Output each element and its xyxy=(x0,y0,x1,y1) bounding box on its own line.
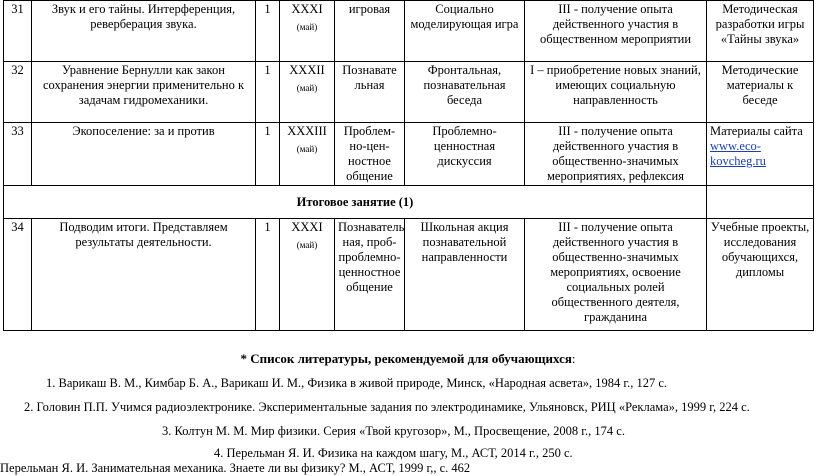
table-row xyxy=(4,62,814,123)
table-row xyxy=(4,219,814,331)
empty-cell xyxy=(707,186,814,219)
reference-item: 3. Колтун М. М. Мир физики. Серия «Твой кругозор», М., Просвещение, 2008 г., 174 с. xyxy=(162,424,625,438)
lesson-number: XXXII xyxy=(289,63,325,77)
result-cell: III - получение опыта действенного участия в общественном мероприятии xyxy=(525,1,707,62)
program-table xyxy=(3,0,814,331)
row-number: 31 xyxy=(4,1,32,62)
reference-item: 4. Перельман Я. И. Физика на каждом шагу, М., АСТ, 2014 г., 250 с. xyxy=(214,446,573,460)
result-cell: III - получение опыта действенного участия в общественно-значимых мероприятиях, освоение социальных ролей общественного деятеля, гражданина xyxy=(525,219,707,331)
topic-cell: Уравнение Бернулли как закон сохранения энергии применительно к задачам гидромеханики. xyxy=(32,62,256,123)
activity-cell: Проблемно-ценностная дискуссия xyxy=(405,123,525,186)
eco-kovcheg-link[interactable]: www.eco-kovcheg.ru xyxy=(710,139,766,168)
final-lesson-row xyxy=(4,186,814,219)
lesson-cell xyxy=(280,123,335,186)
lesson-month: (май) xyxy=(296,144,318,154)
lesson-cell xyxy=(280,219,335,331)
row-number: 33 xyxy=(4,123,32,186)
lesson-cell xyxy=(280,1,335,62)
materials-text: Материалы сайта xyxy=(710,124,803,138)
reference-item: Перельман Я. И. Занимательная механика. Знаете ли вы физику? М., АСТ, 1999 г,, с. 462 xyxy=(0,461,471,475)
lesson-number: XXXI xyxy=(291,2,323,16)
table-row xyxy=(4,1,814,62)
form-cell: Проблем-но-цен-ностное общение xyxy=(335,123,405,186)
hours-cell: 1 xyxy=(256,123,280,186)
result-cell: III - получение опыта действенного участия в общественно-значимых мероприятиях, рефлексия xyxy=(525,123,707,186)
lesson-number: XXXI xyxy=(291,220,323,234)
lesson-month: (май) xyxy=(296,83,318,93)
final-lesson-heading: Итоговое занятие (1) xyxy=(4,186,707,219)
form-cell: Познаватель ная, проб-проблемно-ценностное общение xyxy=(335,219,405,331)
lesson-month: (май) xyxy=(296,240,318,250)
references-title: * Список литературы, рекомендуемой для обучающихся: xyxy=(240,351,576,366)
row-number: 34 xyxy=(4,219,32,331)
table-row xyxy=(4,123,814,186)
row-number: 32 xyxy=(4,62,32,123)
lesson-cell xyxy=(280,62,335,123)
form-cell: Познавате льная xyxy=(335,62,405,123)
activity-cell: Школьная акция познавательной направленности xyxy=(405,219,525,331)
reference-item: 2. Головин П.П. Учимся радиоэлектронике. Экспериментальные задания по электродинамике, Ульяновск, РИЦ «Реклама», 1999 г, 224 с. xyxy=(24,400,750,414)
topic-cell: Звук и его тайны. Интерференция, реверберация звука. xyxy=(32,1,256,62)
lesson-number: XXXIII xyxy=(287,124,327,138)
topic-cell: Подводим итоги. Представляем результаты деятельности. xyxy=(32,219,256,331)
lesson-month: (май) xyxy=(296,22,318,32)
materials-cell: Методические материалы к беседе xyxy=(707,62,814,123)
topic-cell: Экопоселение: за и против xyxy=(32,123,256,186)
reference-item: 1. Варикаш В. М., Кимбар Б. А., Варикаш И. М., Физика в живой природе, Минск, «Народная асвета», 1984 г., 127 с. xyxy=(46,376,668,390)
materials-cell: Методическая разработки игры «Тайны звука» xyxy=(707,1,814,62)
materials-cell xyxy=(707,123,814,186)
hours-cell: 1 xyxy=(256,219,280,331)
activity-cell: Фронтальная, познавательная беседа xyxy=(405,62,525,123)
hours-cell: 1 xyxy=(256,1,280,62)
result-cell: I – приобретение новых знаний, имеющих социальную направленность xyxy=(525,62,707,123)
hours-cell: 1 xyxy=(256,62,280,123)
form-cell: игровая xyxy=(335,1,405,62)
materials-cell: Учебные проекты, исследования обучающихся, дипломы xyxy=(707,219,814,331)
activity-cell: Социально моделирующая игра xyxy=(405,1,525,62)
